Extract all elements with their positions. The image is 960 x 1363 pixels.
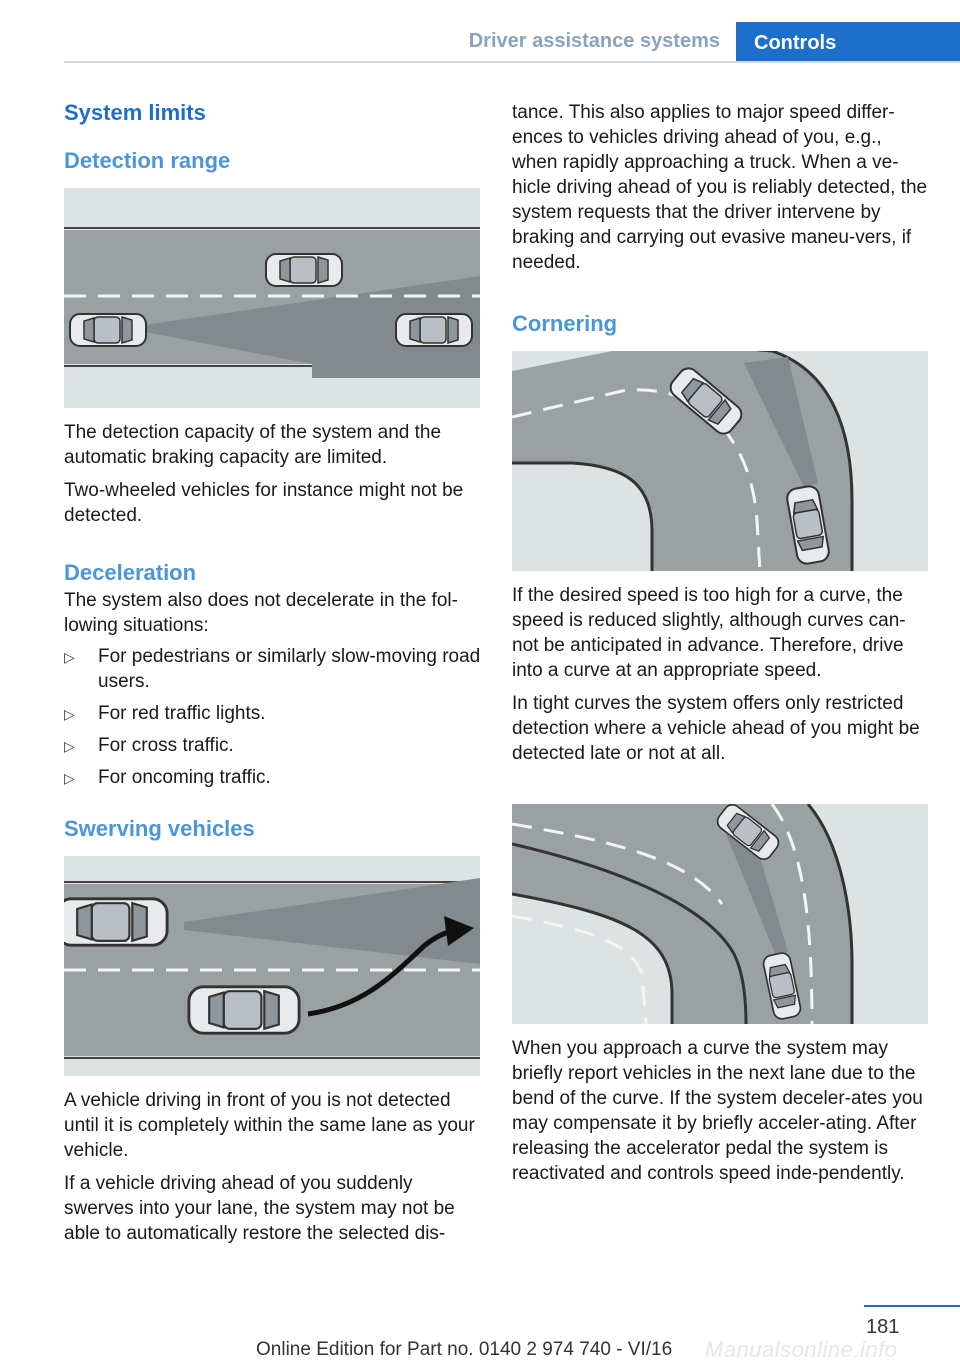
swerving-text-continued: tance. This also applies to major speed differ-ences to vehicles driving ahead of you, e.g., when rapidly approaching a truck. When a ve-hicle driving ahead of you is reliably detected, the system requests that the driver intervene by braking and carrying out evasive maneu-vers, if needed. bbox=[512, 102, 928, 273]
swerving-text-2: If a vehicle driving ahead of you suddenly swerves into your lane, the system may not be able to automatically restore the selected dis- bbox=[64, 1173, 455, 1244]
cornering-text-1: If the desired speed is too high for a curve, the speed is reduced slightly, although curves can-not be anticipated in advance. Therefore, drive into a curve at an appropriate speed. bbox=[512, 585, 906, 681]
heading-deceleration: Deceleration bbox=[64, 560, 197, 585]
heading-detection-range: Detection range bbox=[64, 148, 231, 173]
detection-range-text-2: Two-wheeled vehicles for instance might not be detected. bbox=[64, 480, 464, 526]
heading-system-limits: System limits bbox=[64, 100, 206, 125]
list-item bbox=[64, 644, 482, 694]
deceleration-intro: The system also does not decelerate in the fol-lowing situations: bbox=[64, 590, 458, 636]
list-item bbox=[64, 765, 482, 790]
figure-cornering-1 bbox=[512, 351, 928, 571]
footer-edition-text: Online Edition for Part no. 0140 2 974 740 - VI/16 bbox=[256, 1339, 673, 1360]
list-item bbox=[64, 701, 482, 726]
list-item bbox=[64, 733, 482, 758]
detection-range-text-1: The detection capacity of the system and the automatic braking capacity are limited. bbox=[64, 422, 442, 468]
heading-swerving-vehicles: Swerving vehicles bbox=[64, 816, 255, 841]
swerving-text-1: A vehicle driving in front of you is not detected until it is completely within the same lane as your vehicle. bbox=[64, 1090, 475, 1161]
triangle-bullet-icon: ▷ bbox=[64, 706, 75, 722]
figure-cornering-2 bbox=[512, 804, 928, 1024]
list-item-text: For oncoming traffic. bbox=[98, 767, 271, 788]
cornering-text-3: When you approach a curve the system may briefly report vehicles in the next lane due to the bend of the curve. If the system deceler-ates you may compensate it by briefly acceler-ating. After releasing the accelerator pedal the system is reactivated and controls speed inde-pendently. bbox=[512, 1038, 923, 1184]
watermark-text: Manualsonline.info bbox=[705, 1337, 898, 1362]
page-number: 181 bbox=[866, 1316, 900, 1338]
heading-cornering: Cornering bbox=[512, 311, 618, 336]
header-rule bbox=[64, 61, 960, 63]
deceleration-list bbox=[64, 644, 482, 790]
figure-swerving-vehicles bbox=[64, 856, 480, 1076]
triangle-bullet-icon: ▷ bbox=[64, 770, 75, 786]
footer-rule bbox=[864, 1305, 960, 1307]
list-item-text: For red traffic lights. bbox=[98, 703, 266, 724]
left-column bbox=[64, 100, 482, 1246]
right-column bbox=[512, 100, 930, 1186]
triangle-bullet-icon: ▷ bbox=[64, 649, 75, 665]
header-section-title: Driver assistance systems bbox=[468, 30, 720, 52]
triangle-bullet-icon: ▷ bbox=[64, 738, 75, 754]
header-tab-controls: Controls bbox=[736, 22, 960, 62]
list-item-text: For pedestrians or similarly slow-moving road users. bbox=[98, 646, 481, 692]
list-item-text: For cross traffic. bbox=[98, 735, 234, 756]
figure-detection-range bbox=[64, 188, 480, 408]
cornering-text-2: In tight curves the system offers only restricted detection where a vehicle ahead of you might be detected late or not at all. bbox=[512, 693, 920, 764]
